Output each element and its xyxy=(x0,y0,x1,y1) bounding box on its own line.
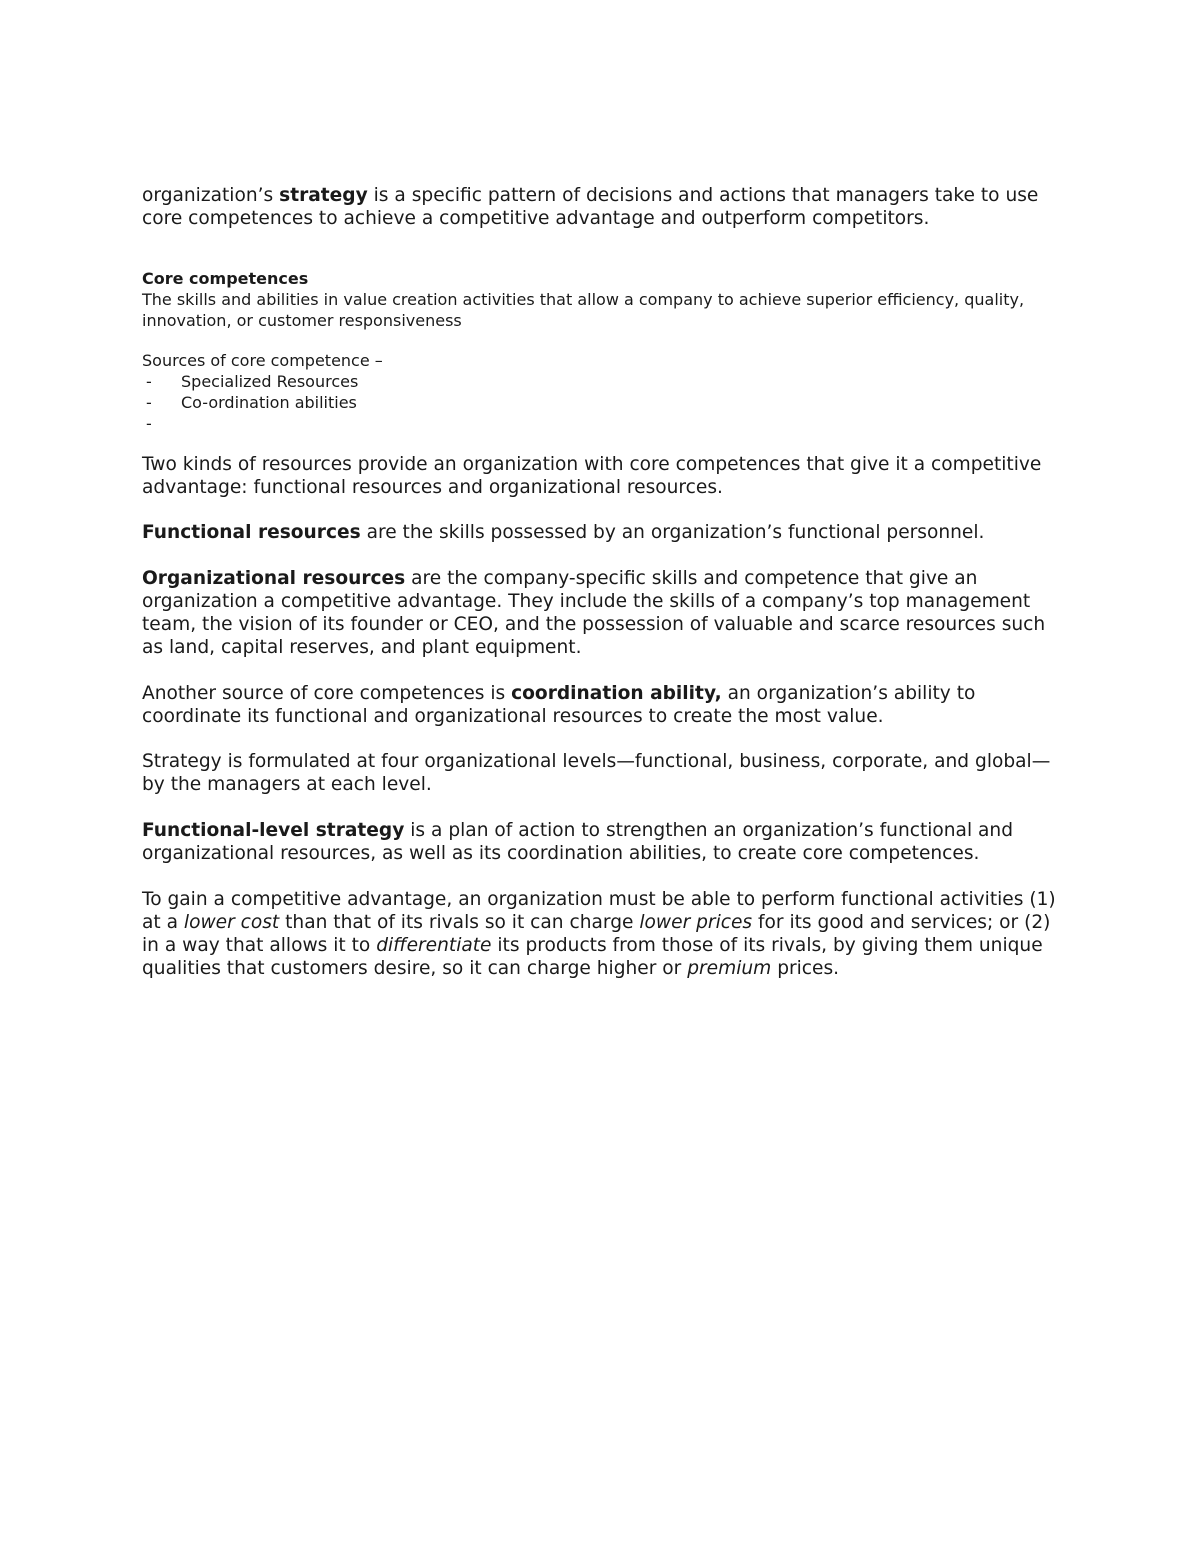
term-strategy: strategy xyxy=(279,185,368,206)
competitive-advantage-paragraph xyxy=(142,888,1062,980)
term-functional-resources: Functional resources xyxy=(142,522,361,543)
emphasis-lower-prices: lower prices xyxy=(639,912,753,933)
text-run: To gain a competitive advantage, an organization must be able to perform functional activities (1) at a xyxy=(142,889,1056,933)
text-run: are the skills possessed by an organization’s functional personnel. xyxy=(360,522,985,543)
text-run: an organization’s ability to coordinate its functional and organizational resources to create the most value. xyxy=(142,683,976,727)
text-run: its products from those of its rivals, by giving them unique qualities that customers desire, so it can charge higher or xyxy=(142,935,1043,979)
text-run: are the company-specific skills and competence that give an organization a competitive advantage. They include the skills of a company’s top management team, the vision of its founder or CEO, and the possession of valuable and scarce resources such as land, capital reserves, and plant equipment. xyxy=(142,568,1046,658)
sources-list xyxy=(142,371,1062,434)
organizational-resources-paragraph xyxy=(142,567,1062,659)
core-competences-heading: Core competences xyxy=(142,269,309,288)
term-functional-level-strategy: Functional-level strategy xyxy=(142,820,405,841)
list-dash: - xyxy=(146,393,152,412)
text-run: prices. xyxy=(771,958,840,979)
term-organizational-resources: Organizational resources xyxy=(142,568,406,589)
term-coordination-ability: coordination ability, xyxy=(511,683,722,704)
text-run: Another source of core competences is xyxy=(142,683,512,704)
list-item xyxy=(142,413,1062,434)
emphasis-premium: premium xyxy=(687,958,772,979)
functional-resources-paragraph xyxy=(142,521,1062,544)
list-item xyxy=(142,371,1062,392)
emphasis-differentiate: differentiate xyxy=(376,935,492,956)
resources-paragraph: Two kinds of resources provide an organization with core competences that give it a competitive advantage: functional resources and organizational resources. xyxy=(142,454,1042,498)
list-dash: - xyxy=(146,414,152,433)
coordination-ability-paragraph xyxy=(142,682,1062,728)
list-item-text: Co-ordination abilities xyxy=(181,393,357,412)
text-run: than that of its rivals so it can charge xyxy=(279,912,640,933)
text-run: for its good and services; or (2) in a way that allows it to xyxy=(142,912,1051,956)
list-dash: - xyxy=(146,372,152,391)
sources-intro: Sources of core competence – xyxy=(142,351,383,370)
text-run: is a plan of action to strengthen an organization’s functional and organizational resources, as well as its coordination abilities, to create core competences. xyxy=(142,820,1014,864)
emphasis-lower-cost: lower cost xyxy=(183,912,280,933)
core-competences-definition: The skills and abilities in value creation activities that allow a company to achieve superior efficiency, quality, innovation, or customer responsiveness xyxy=(142,290,1025,330)
text-run: is a specific pattern of decisions and actions that managers take to use core competences to achieve a competitive advantage and outperform competitors. xyxy=(142,185,1039,229)
document-page xyxy=(142,184,1062,980)
text-run: organization’s xyxy=(142,185,280,206)
list-item xyxy=(142,392,1062,413)
functional-level-strategy-paragraph xyxy=(142,819,1062,865)
list-item-text: Specialized Resources xyxy=(181,372,359,391)
strategy-levels-paragraph: Strategy is formulated at four organizational levels—functional, business, corporate, and global—by the managers at each level. xyxy=(142,751,1051,795)
strategy-definition-paragraph xyxy=(142,184,1062,230)
